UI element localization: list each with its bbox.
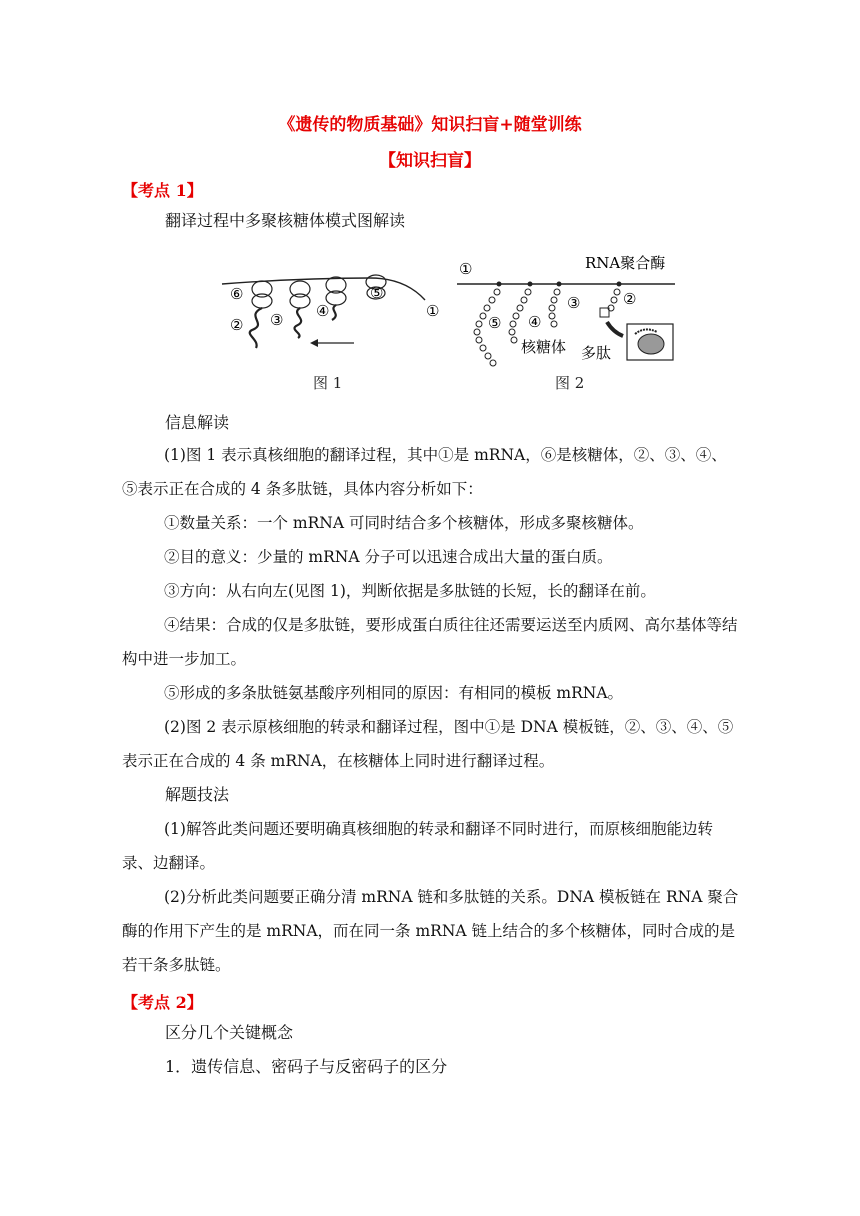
method-paragraphs [122, 812, 742, 982]
kaodian-1-label: 【考点 1】 [122, 181, 203, 200]
highlight-box [600, 308, 609, 317]
kaodian-2-heading: 区分几个关键概念 [165, 1023, 294, 1042]
fig1-label-1: ① [426, 302, 440, 320]
fig2-label-3: ③ [567, 294, 581, 312]
fig1-label-3: ③ [270, 311, 284, 329]
info-paragraphs [122, 438, 742, 778]
paragraph: ③方向：从右向左(见图 1)，判断依据是多肽链的长短，长的翻译在前。 [164, 582, 656, 600]
ribosome-label: 核糖体 [521, 338, 567, 356]
rna-polymerase-label: RNA聚合酶 [585, 254, 666, 272]
arrow-head-icon [310, 339, 318, 347]
section-banner: 【知识扫盲】 [379, 151, 481, 171]
figure-2-caption: 图 2 [555, 374, 585, 392]
zoom-arrow-icon [607, 322, 623, 336]
fig2-label-2: ② [623, 290, 637, 308]
list-item: 1．遗传信息、密码子与反密码子的区分 [165, 1057, 448, 1076]
figure-1-caption: 图 1 [313, 374, 343, 392]
paragraph: (2)图 2 表示原核细胞的转录和翻译过程，图中①是 DNA 模板链，②、③、④、⑤表示正在合成的 4 条 mRNA，在核糖体上同时进行翻译过程。 [122, 718, 734, 770]
ribosome-icon [638, 334, 664, 354]
fig1-label-4: ④ [316, 302, 330, 320]
paragraph: (2)分析此类问题要正确分清 mRNA 链和多肽链的关系。DNA 模板链在 RNA 聚合酶的作用下产生的是 mRNA，而在同一条 mRNA 链上结合的多个核糖体，同时合成的是若干条多肽链。 [122, 888, 739, 974]
paragraph: (1)解答此类问题还要明确真核细胞的转录和翻译不同时进行，而原核细胞能边转录、边翻译。 [122, 820, 713, 872]
polypeptide-label: 多肽 [581, 344, 612, 362]
document-title: 《遗传的物质基础》知识扫盲+随堂训练 [278, 115, 582, 135]
kaodian-2-label: 【考点 2】 [122, 993, 203, 1012]
info-heading: 信息解读 [165, 413, 230, 432]
fig1-label-2: ② [230, 316, 244, 334]
fig2-label-1: ① [459, 260, 473, 278]
fig2-label-4: ④ [528, 313, 542, 331]
paragraph: ②目的意义：少量的 mRNA 分子可以迅速合成出大量的蛋白质。 [164, 548, 613, 566]
method-heading: 解题技法 [165, 785, 230, 804]
paragraph: ①数量关系：一个 mRNA 可同时结合多个核糖体，形成多聚核糖体。 [164, 514, 644, 532]
paragraph: ⑤形成的多条肽链氨基酸序列相同的原因：有相同的模板 mRNA。 [164, 684, 624, 702]
figure-2-diagram [455, 248, 680, 370]
kaodian-1-heading: 翻译过程中多聚核糖体模式图解读 [165, 211, 406, 230]
paragraph: (1)图 1 表示真核细胞的翻译过程，其中①是 mRNA，⑥是核糖体，②、③、④、⑤表示正在合成的 4 条多肽链，具体内容分析如下： [122, 446, 727, 498]
fig1-label-5: ⑤ [370, 284, 384, 302]
fig1-label-6: ⑥ [230, 285, 244, 303]
fig2-label-5: ⑤ [488, 314, 502, 332]
figure-1-diagram [220, 248, 455, 358]
paragraph: ④结果：合成的仅是多肽链，要形成蛋白质往往还需要运送至内质网、高尔基体等结构中进一步加工。 [122, 616, 738, 668]
